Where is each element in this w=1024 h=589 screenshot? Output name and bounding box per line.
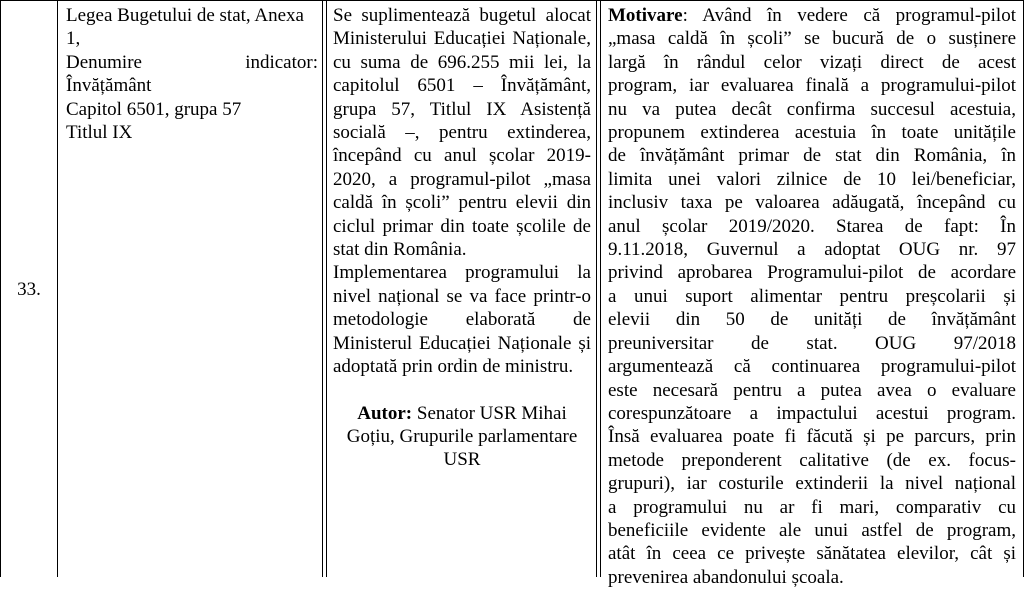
motivation-line: argumentează că continuarea programului-pilot bbox=[608, 356, 1016, 378]
col-amendment-text bbox=[333, 0, 591, 577]
law-line: Învățământ bbox=[66, 75, 152, 97]
author-line: USR bbox=[443, 449, 481, 471]
motivation-line: grupuri), iar costurile extinderii la nivel național bbox=[608, 473, 1016, 495]
motivation-line: a programului nu ar fi mari, comparativ cu bbox=[608, 496, 1016, 518]
motivation-line: anul școlar 2019/2020. Starea de fapt: În bbox=[608, 215, 1016, 237]
motivation-first-line bbox=[608, 4, 1016, 27]
implementation-line: adoptată prin ordin de ministru. bbox=[333, 356, 574, 378]
author-line: Goțiu, Grupurile parlamentare bbox=[346, 425, 578, 447]
amendment-line: socială –, pentru extinderea, bbox=[333, 122, 591, 144]
col-law-reference bbox=[66, 0, 318, 577]
motivation-line: limita unei valori zilnice de 10 lei/beneficiar, bbox=[608, 168, 1016, 190]
implementation-line: Ministerul Educației Naționale și bbox=[333, 332, 591, 354]
table-border-3b bbox=[600, 0, 601, 577]
amendment-paragraph bbox=[333, 4, 591, 261]
motivation-line: „masa caldă în școli” se bucură de o susținere bbox=[608, 28, 1016, 50]
motivation-line: beneficiile evidente ale unui astfel de program, bbox=[608, 519, 1016, 541]
law-word: Denumire bbox=[66, 51, 142, 73]
implementation-line: Implementarea programului la bbox=[333, 262, 591, 284]
motivation-line: preuniversitar de stat. OUG 97/2018 bbox=[608, 332, 1016, 354]
law-line: Capitol 6501, grupa 57 bbox=[66, 98, 242, 120]
author-block bbox=[333, 402, 591, 472]
amendment-line: Se suplimentează bugetul alocat bbox=[333, 5, 591, 26]
motivation-line: corespunzătoare a impactului acestui program. bbox=[608, 402, 1016, 424]
motivation-text: : Având în vedere că programul-pilot bbox=[682, 5, 1016, 26]
row-number: 33. bbox=[17, 279, 41, 300]
amendment-line: capitolul 6501 – Învățământ, bbox=[333, 75, 591, 97]
motivation-line: largă în rândul celor vizați direct de acest bbox=[608, 51, 1016, 73]
implementation-line: metodologie elaborată de bbox=[333, 309, 591, 331]
table-border-2b bbox=[326, 0, 327, 577]
col-motivation bbox=[608, 0, 1016, 588]
motivation-line: privind aprobarea Programului-pilot de acordare bbox=[608, 262, 1016, 284]
motivation-line: a unui suport alimentar pentru preșcolarii și bbox=[608, 285, 1016, 307]
motivation-line: nu va putea decât confirma succesul acestuia, bbox=[608, 98, 1016, 120]
amendment-line: Ministerului Educației Naționale, bbox=[333, 28, 591, 50]
amendment-line: grupa 57, Titlul IX Asistență bbox=[333, 98, 591, 120]
motivation-line: inclusiv taxa pe valoarea adăugată, începând cu bbox=[608, 192, 1016, 214]
motivation-line: program, iar evaluarea finală a programului-pilot bbox=[608, 75, 1016, 97]
motivation-last-line: prevenirea abandonului școala. bbox=[608, 566, 844, 588]
motivation-line: este necesară pentru a putea avea o evaluare bbox=[608, 379, 1016, 401]
author-line bbox=[333, 402, 591, 425]
motivation-line: Însă evaluarea poate fi făcută și pe parcurs, prin bbox=[608, 426, 1016, 448]
motivation-line: propunem extinderea acestuia în toate unitățile bbox=[608, 122, 1016, 144]
motivation-label: Motivare bbox=[608, 5, 683, 26]
amendment-line: cu suma de 696.255 mii lei, la bbox=[333, 51, 591, 73]
implementation-line: nivel național se va face printr-o bbox=[333, 285, 591, 307]
table-border-2a bbox=[322, 0, 323, 577]
amendment-line: începând cu anul școlar 2019- bbox=[333, 145, 591, 167]
author-name: Senator USR Mihai bbox=[412, 402, 567, 424]
law-line-indicator bbox=[66, 51, 318, 74]
motivation-line: atât în ceea ce privește sănătatea elevilor, cât și bbox=[608, 543, 1016, 565]
amendment-line: 2020, a programul-pilot „masa bbox=[333, 168, 591, 190]
motivation-line: de învățământ primar de stat din România, în bbox=[608, 145, 1016, 167]
table-border-3a bbox=[596, 0, 597, 577]
motivation-line: metode preponderent calitative (de ex. focus- bbox=[608, 449, 1016, 471]
author-label: Autor: bbox=[357, 402, 413, 424]
law-line: 1, bbox=[66, 28, 81, 50]
implementation-paragraph bbox=[333, 261, 591, 378]
amendment-line: stat din România. bbox=[333, 239, 467, 261]
law-line: Legea Bugetului de stat, Anexa bbox=[66, 5, 304, 26]
law-line: Titlul IX bbox=[66, 122, 133, 144]
motivation-line: 9.11.2018, Guvernul a adoptat OUG nr. 97 bbox=[608, 239, 1016, 261]
law-word: indicator: bbox=[245, 51, 318, 73]
motivation-line: elevii din 50 de unități de învățământ bbox=[608, 309, 1016, 331]
amendment-line: ciclul primar din toate școlile de bbox=[333, 215, 591, 237]
amendment-line: caldă în școli” pentru elevii din bbox=[333, 192, 591, 214]
